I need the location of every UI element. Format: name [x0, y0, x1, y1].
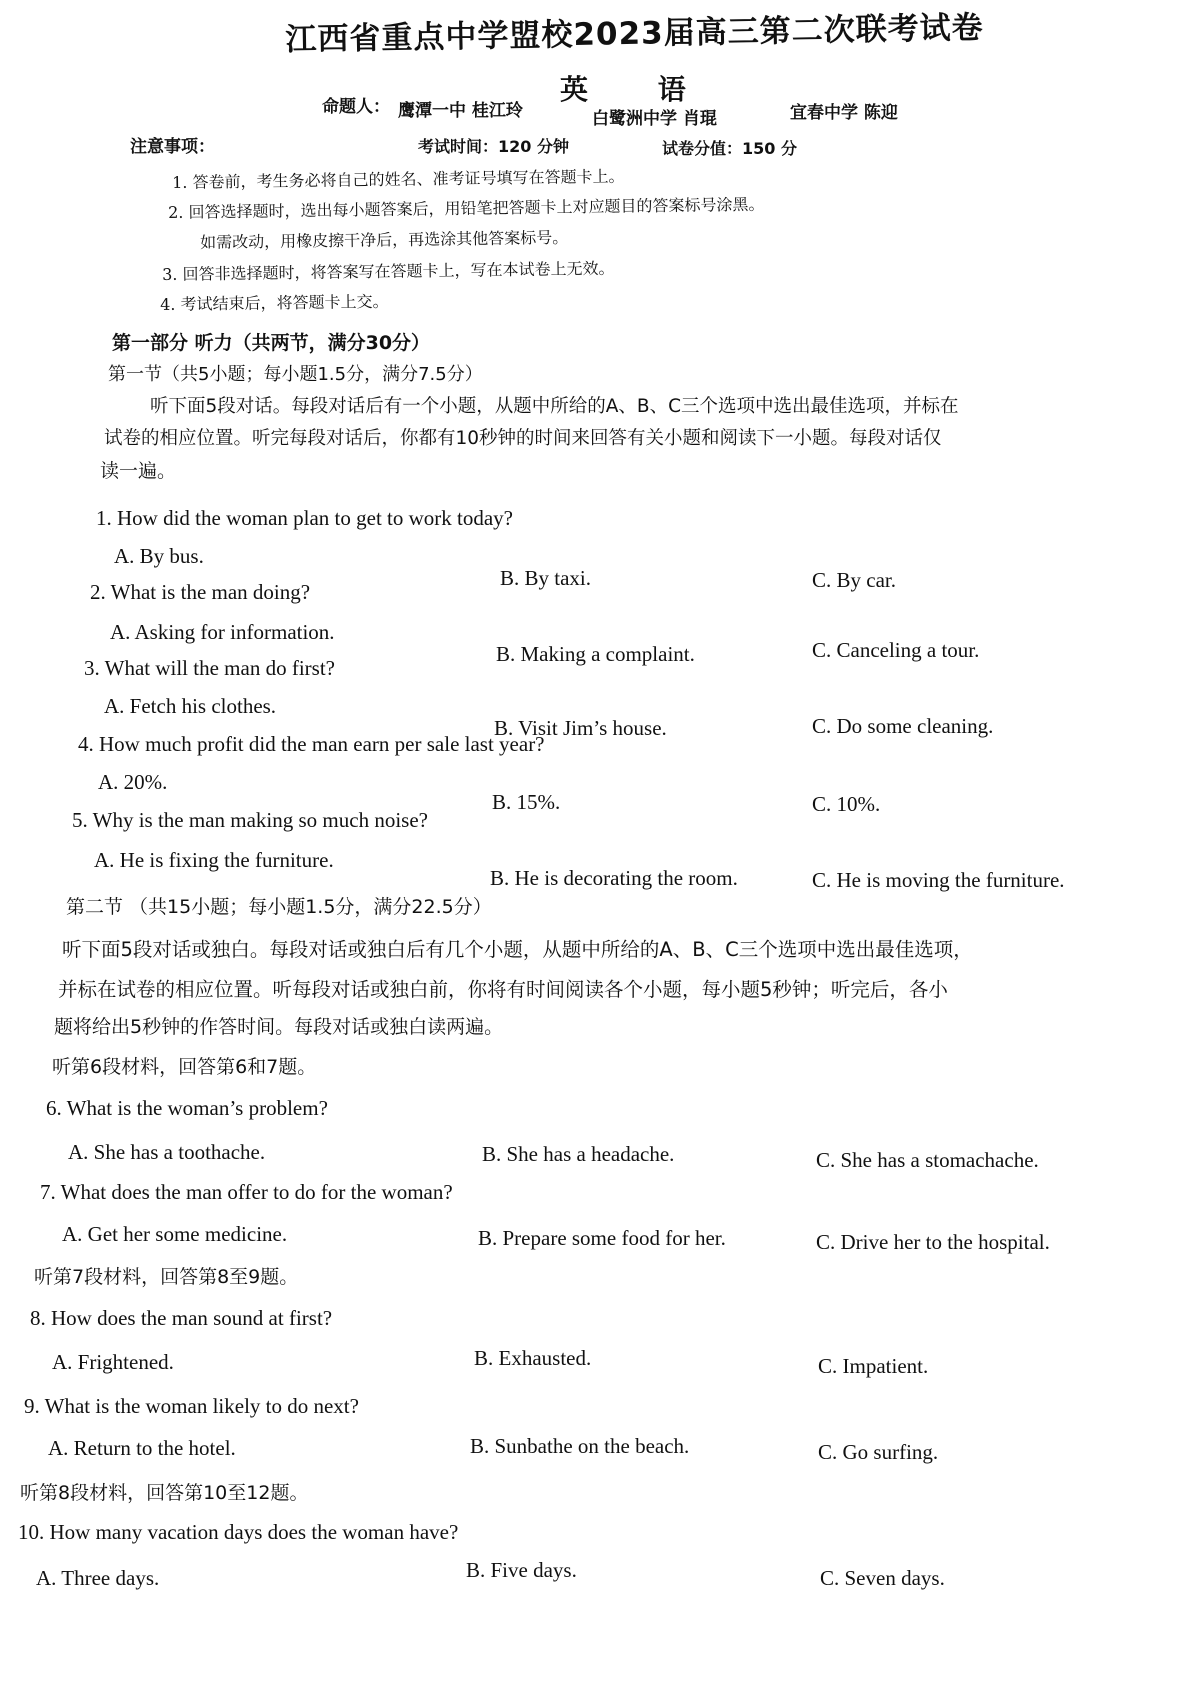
option-b: B. She has a headache.	[482, 1142, 675, 1166]
question-8: 8. How does the man sound at first?	[30, 1306, 333, 1330]
section2-instruction-line: 并标在试卷的相应位置。听每段对话或独白前，你将有时间阅读各个小题，每小题5秒钟；听完后，各小	[58, 978, 948, 1001]
option-c: C. Drive her to the hospital.	[816, 1230, 1050, 1254]
question-10: 10. How many vacation days does the woman have?	[18, 1520, 459, 1544]
option-c: C. Seven days.	[820, 1566, 945, 1590]
notice-item: 1. 答卷前，考生务必将自己的姓名、准考证号填写在答题卡上。	[172, 166, 625, 192]
option-c: C. Do some cleaning.	[812, 714, 994, 738]
option-a: A. 20%.	[98, 770, 168, 794]
option-a: A. Fetch his clothes.	[104, 694, 277, 718]
option-a: A. He is fixing the furniture.	[94, 848, 334, 872]
option-b: B. Prepare some food for her.	[478, 1226, 726, 1250]
question-1: 1. How did the woman plan to get to work today?	[96, 506, 514, 530]
question-2: 2. What is the man doing?	[90, 580, 311, 604]
option-b: B. Visit Jim’s house.	[494, 716, 667, 740]
author-2: 白鹭洲中学 肖琨	[592, 109, 717, 129]
section1-instruction-line: 试卷的相应位置。听完每段对话后，你都有10秒钟的时间来回答有关小题和阅读下一小题。每段对话仅	[104, 428, 942, 449]
option-b: B. He is decorating the room.	[490, 866, 738, 890]
section2-instruction-line: 题将给出5秒钟的作答时间。每段对话或独白读两遍。	[54, 1016, 504, 1038]
option-c: C. Impatient.	[818, 1354, 929, 1378]
notice-item: 3. 回答非选择题时，将答案写在答题卡上，写在本试卷上无效。	[162, 258, 615, 284]
notice-item: 2. 回答选择题时，选出每小题答案后，用铅笔把答题卡上对应题目的答案标号涂黑。	[168, 194, 765, 222]
option-b: B. Making a complaint.	[496, 642, 695, 666]
option-a: A. She has a toothache.	[68, 1140, 266, 1164]
option-a: A. By bus.	[114, 544, 204, 568]
notice-item: 如需改动，用橡皮擦干净后，再选涂其他答案标号。	[200, 227, 569, 252]
author-3: 宜春中学 陈迎	[790, 103, 898, 123]
option-b: B. Sunbathe on the beach.	[470, 1434, 690, 1458]
option-a: A. Get her some medicine.	[62, 1222, 288, 1246]
option-c: C. He is moving the furniture.	[812, 868, 1065, 892]
option-c: C. Go surfing.	[818, 1440, 939, 1464]
option-a: A. Three days.	[36, 1566, 160, 1590]
question-7: 7. What does the man offer to do for the woman?	[40, 1180, 453, 1204]
notice-item: 4. 考试结束后，将答题卡上交。	[160, 291, 389, 314]
exam-score: 试卷分值：150 分	[662, 139, 797, 158]
subject-title: 英 语	[560, 73, 716, 106]
section1-heading: 第一节（共5小题；每小题1.5分，满分7.5分）	[108, 364, 483, 385]
option-b: B. Exhausted.	[474, 1346, 592, 1370]
question-5: 5. Why is the man making so much noise?	[72, 808, 428, 832]
option-c: C. By car.	[812, 568, 896, 592]
option-c: C. Canceling a tour.	[812, 638, 980, 662]
material-8-label: 听第8段材料，回答第10至12题。	[20, 1482, 309, 1504]
question-4: 4. How much profit did the man earn per sale last year?	[78, 732, 545, 756]
exam-title: 江西省重点中学盟校2023届高三第二次联考试卷	[285, 9, 984, 58]
section2-instruction-line: 听下面5段对话或独白。每段对话或独白后有几个小题，从题中所给的A、B、C三个选项中选出最佳选项，	[62, 938, 973, 961]
exam-time: 考试时间：120 分钟	[418, 137, 569, 156]
section1-instruction-line: 听下面5段对话。每段对话后有一个小题，从题中所给的A、B、C三个选项中选出最佳选项，并标在	[150, 396, 959, 417]
option-c: C. 10%.	[812, 792, 881, 816]
option-b: B. 15%.	[492, 790, 561, 814]
option-a: A. Asking for information.	[110, 620, 335, 644]
authors-label: 命题人：	[322, 97, 390, 117]
part1-heading: 第一部分 听力（共两节，满分30分）	[112, 332, 431, 354]
question-9: 9. What is the woman likely to do next?	[24, 1394, 359, 1418]
author-1: 鹰潭一中 桂江玲	[398, 101, 523, 121]
material-7-label: 听第7段材料，回答第8至9题。	[34, 1266, 299, 1288]
option-b: B. By taxi.	[500, 566, 592, 590]
option-c: C. She has a stomachache.	[816, 1148, 1039, 1172]
material-6-label: 听第6段材料，回答第6和7题。	[52, 1056, 317, 1078]
section2-heading: 第二节 （共15小题；每小题1.5分，满分22.5分）	[66, 896, 492, 918]
notice-label: 注意事项：	[130, 137, 215, 157]
question-6: 6. What is the woman’s problem?	[46, 1096, 328, 1120]
option-a: A. Frightened.	[52, 1350, 174, 1374]
section1-instruction-line: 读一遍。	[100, 460, 177, 482]
option-b: B. Five days.	[466, 1558, 577, 1582]
option-a: A. Return to the hotel.	[48, 1436, 236, 1460]
question-3: 3. What will the man do first?	[84, 656, 335, 680]
